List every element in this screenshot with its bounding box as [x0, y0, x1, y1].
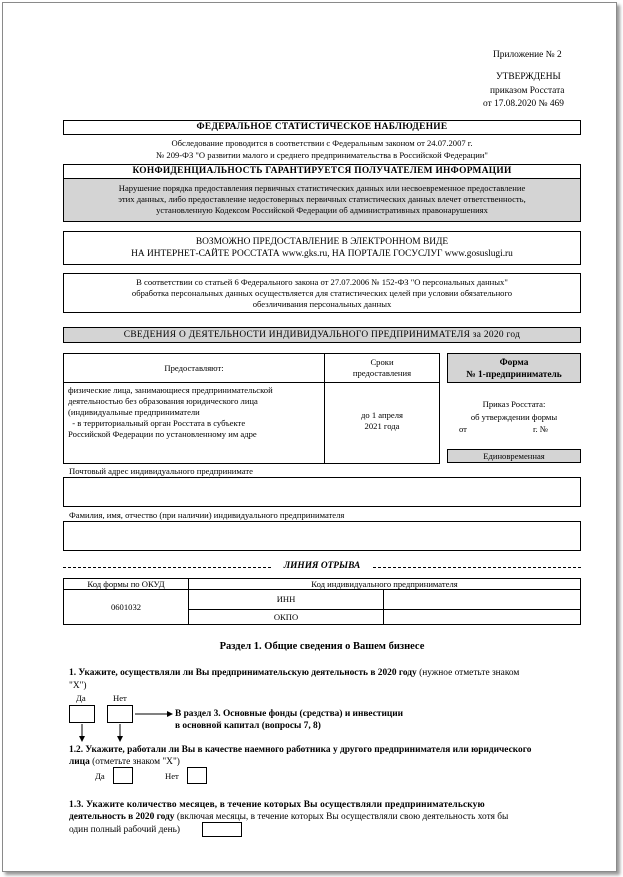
form-title	[447, 353, 581, 383]
q1-no-label: Нет	[113, 693, 127, 703]
okpo-value-field[interactable]	[383, 609, 581, 625]
inn-label: ИНН	[188, 589, 384, 610]
confidential-line-1: Нарушение порядка предоставления первичных статистических данных или несвоевременное предоставление	[118, 183, 526, 193]
okud-value: 0601032	[63, 589, 189, 625]
question-1-2-hint: (отметьте знаком "Х")	[89, 757, 180, 767]
ip-code-header: Код индивидуального предпринимателя	[188, 578, 581, 590]
submitters-line-4: - в территориальный орган Росстата в субъекте	[68, 418, 246, 428]
deadline-line-2: 2021 года	[364, 421, 400, 431]
confidential-title: КОНФИДЕНЦИАЛЬНОСТЬ ГАРАНТИРУЕТСЯ ПОЛУЧАТЕЛЕМ ИНФОРМАЦИИ	[63, 164, 581, 179]
approved-label: УТВЕРЖДЕНЫ	[496, 72, 561, 82]
personal-data-line-2: обработка персональных данных осуществляется для статистических целей при условии обязательного	[131, 288, 513, 298]
personal-data-notice	[63, 273, 581, 313]
okud-header: Код формы по ОКУД	[63, 578, 189, 590]
submitters-line-2: деятельностью без образования юридического лица	[68, 396, 258, 406]
question-1-hint-mark: "Х")	[69, 681, 87, 691]
full-name-field[interactable]	[63, 521, 581, 551]
q1-yes-label: Да	[76, 693, 86, 703]
one-time-label: Единовременная	[447, 449, 581, 463]
deadline-header	[324, 353, 440, 383]
personal-data-line-1: В соответствии со статьей 6 Федерального закона от 27.07.2006 № 152-ФЗ "О персональных данных"	[136, 277, 508, 287]
law-line-1: Обследование проводится в соответствии с Федеральным законом от 24.07.2007 г.	[171, 138, 473, 148]
question-1-text: 1. Укажите, осуществляли ли Вы предпринимательскую деятельность в 2020 году	[69, 668, 417, 678]
postal-address-field[interactable]	[63, 477, 581, 507]
postal-address-label: Почтовый адрес индивидуального предпринимате	[69, 466, 253, 476]
question-1-3-line-3: один полный рабочий день)	[69, 825, 181, 835]
confidential-line-2: этих данных, либо предоставление недостоверных первичных статистических данных влечет ответственность,	[118, 194, 526, 204]
question-1-3-line-1: 1.3. Укажите количество месяцев, в течение которых Вы осуществляли предпринимательскую	[69, 800, 485, 810]
document-page	[2, 2, 617, 872]
activity-banner: СВЕДЕНИЯ О ДЕЯТЕЛЬНОСТИ ИНДИВИДУАЛЬНОГО ПРЕДПРИНИМАТЕЛЯ за 2020 год	[63, 327, 581, 343]
confidential-notice	[63, 178, 581, 222]
federal-banner: ФЕДЕРАЛЬНОЕ СТАТИСТИЧЕСКОЕ НАБЛЮДЕНИЕ	[63, 120, 581, 135]
submitters-line-3: (индивидуальные предприниматели	[68, 407, 200, 417]
personal-data-line-3: обезличивания персональных данных	[252, 299, 392, 309]
redirect-line-2: в основной капитал (вопросы 7, 8)	[175, 721, 321, 731]
question-1	[69, 667, 579, 679]
electronic-notice	[63, 231, 581, 265]
deadline-header-line-1: Сроки	[370, 357, 394, 367]
order-label: приказом Росстата	[490, 86, 565, 96]
full-name-label: Фамилия, имя, отчество (при наличии) индивидуального предпринимателя	[69, 510, 345, 520]
submitters-cell	[63, 382, 325, 464]
appendix-number: Приложение № 2	[493, 50, 562, 60]
q12-no-checkbox[interactable]	[187, 767, 207, 784]
form-title-line-1: Форма	[499, 358, 529, 368]
form-order-number: г. №	[533, 424, 549, 434]
law-line-2: № 209-ФЗ "О развитии малого и среднего предпринимательства в Российской Федерации"	[156, 150, 488, 160]
question-1-3-hint: (включая месяцы, в течение которых Вы осуществляли свою деятельность хотя бы	[174, 812, 509, 822]
inn-value-field[interactable]	[383, 589, 581, 610]
form-title-line-2: № 1-предприниматель	[466, 370, 562, 380]
form-order-from: от	[459, 424, 467, 434]
deadline-cell	[324, 382, 440, 464]
deadline-line-1: до 1 апреля	[361, 410, 403, 420]
confidential-line-3: установленную Кодексом Российской Федерации об административных правонарушениях	[156, 205, 488, 215]
order-date: от 17.08.2020 № 469	[483, 99, 564, 109]
months-count-field[interactable]	[202, 822, 242, 837]
redirect-line-1: В раздел 3. Основные фонды (средства) и инвестиции	[175, 709, 404, 719]
tear-line-label: ЛИНИЯ ОТРЫВА	[271, 560, 373, 572]
deadline-header-line-2: предоставления	[352, 368, 412, 378]
submitters-line-1: физические лица, занимающиеся предпринимательской	[68, 385, 273, 395]
question-1-3-bold: деятельность в 2020 году	[69, 812, 175, 822]
question-1-3-line-2	[69, 811, 581, 823]
okpo-label: ОКПО	[188, 609, 384, 625]
q12-yes-checkbox[interactable]	[113, 767, 133, 784]
electronic-line-2: НА ИНТЕРНЕТ-САЙТЕ РОССТАТА www.gks.ru, НА ПОРТАЛЕ ГОСУСЛУГ www.gosuslugi.ru	[131, 249, 513, 259]
q12-yes-label: Да	[95, 771, 105, 781]
form-order-line-2: об утверждении формы	[470, 412, 558, 422]
question-1-2-line-1: 1.2. Укажите, работали ли Вы в качестве наемного работника у другого предпринимателя или юридического	[69, 745, 532, 755]
section-1-title: Раздел 1. Общие сведения о Вашем бизнесе	[219, 641, 425, 652]
submit-header: Предоставляют:	[63, 353, 325, 383]
form-order-line-1: Приказ Росстата:	[482, 399, 546, 409]
electronic-line-1: ВОЗМОЖНО ПРЕДОСТАВЛЕНИЕ В ЭЛЕКТРОННОМ ВИДЕ	[195, 237, 449, 247]
submitters-line-5: Российской Федерации по установленному им адре	[68, 429, 257, 439]
question-1-2-bold: лица	[69, 757, 90, 767]
q1-arrows	[63, 703, 183, 745]
question-1-hint: (нужное отметьте знаком	[416, 668, 520, 678]
q12-no-label: Нет	[165, 771, 179, 781]
